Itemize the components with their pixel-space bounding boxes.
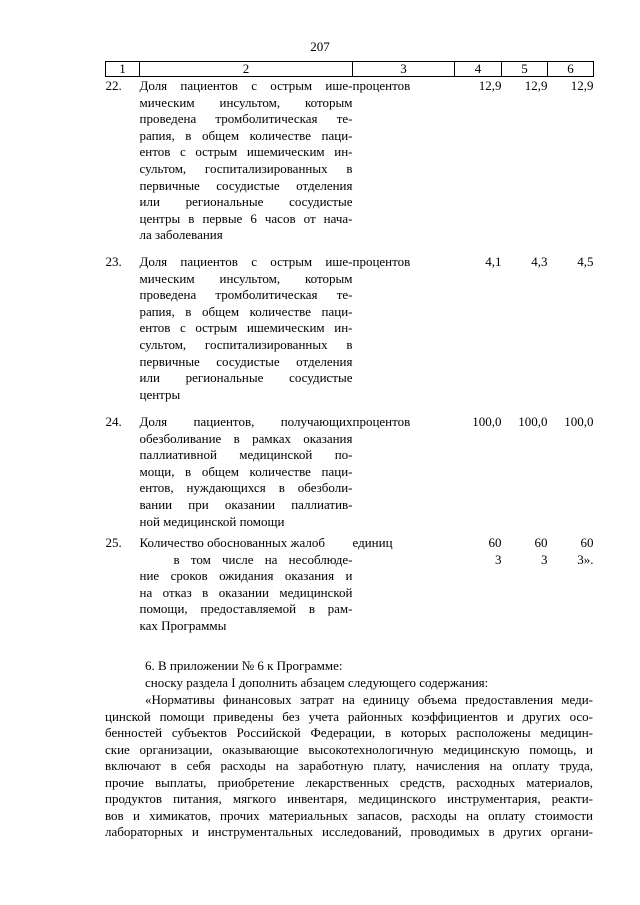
desc-line: сультом, госпитализированных в [139, 336, 353, 352]
column-header: 4 [455, 62, 502, 77]
value: 100,0 [518, 414, 548, 429]
paragraph-line: ские организации, оказывающие высокотехнологичную медицинскую помощь, и [105, 741, 593, 757]
value: 4,5 [577, 254, 594, 269]
value: 3 [495, 551, 502, 567]
desc-line: Доля пациентов, получающих [139, 414, 353, 429]
desc-line: ние сроков ожидания оказания и [139, 568, 353, 584]
column-header: 3 [353, 62, 455, 77]
desc-line: Доля пациентов с острым ише- [139, 254, 353, 269]
desc-line: ках Программы [139, 617, 227, 633]
desc-line: первичные сосудистые отделения [139, 177, 353, 193]
value-col4 [455, 535, 502, 645]
row-number: 22. [105, 78, 122, 93]
row-number: 25. [105, 535, 122, 550]
column-header: 5 [502, 62, 548, 77]
value: 4,3 [531, 254, 548, 269]
row-description [140, 535, 353, 645]
desc-line: центры [139, 386, 181, 402]
desc-line: Количество обоснованных жалоб [139, 535, 325, 550]
value-col6 [548, 254, 594, 414]
paragraph-line: «Нормативы финансовых затрат на единицу объема предоставления меди- [145, 692, 593, 707]
value-col4 [455, 254, 502, 414]
paragraph-line: цинской помощи приведены без учета районных коэффициентов и других осо- [105, 708, 593, 724]
row-description [140, 254, 353, 414]
value-col6 [548, 77, 594, 255]
page-number: 207 [310, 39, 330, 54]
desc-line: рапия, в общем количестве паци- [139, 303, 353, 319]
paragraph-line: бенностей субъектов Российской Федерации, в которых расположены медицин- [105, 725, 593, 740]
value: 100,0 [564, 414, 594, 429]
table-row [106, 254, 594, 414]
section-6-instruction: сноску раздела I дополнить абзацем следующего содержания: [145, 675, 489, 690]
value: 60 [580, 535, 594, 550]
desc-line: ентов с острым ишемическим ин- [139, 320, 353, 336]
paragraph-line: лабораторных и инструментальных исследований, проводимых в других органи- [105, 824, 593, 839]
desc-line: или региональные сосудистые [139, 194, 353, 210]
desc-line: Доля пациентов с острым ише- [139, 78, 353, 93]
desc-line: первичные сосудистые отделения [139, 353, 353, 369]
value: 60 [488, 535, 502, 550]
row-unit: единиц [352, 535, 393, 550]
row-number: 23. [105, 254, 122, 269]
table-row [106, 77, 594, 255]
quoted-paragraph [105, 692, 593, 841]
value: 3 [541, 551, 548, 567]
row-unit: процентов [352, 414, 411, 429]
value-col6 [548, 535, 594, 645]
row-unit: процентов [352, 78, 411, 93]
value-col5 [502, 414, 548, 535]
column-header: 2 [140, 62, 353, 77]
value: 60 [534, 535, 548, 550]
value: 12,9 [570, 78, 594, 93]
indicators-table [105, 61, 594, 645]
desc-line: вании при оказании паллиатив- [139, 496, 353, 512]
row-description [140, 77, 353, 255]
value-col6 [548, 414, 594, 535]
column-header: 6 [548, 62, 594, 77]
table-row [106, 414, 594, 535]
value: 12,9 [524, 78, 548, 93]
desc-line: проведена тромболитическая те- [139, 111, 353, 127]
value-col4 [455, 77, 502, 255]
table-header-row [106, 62, 594, 77]
value: 4,1 [485, 254, 502, 269]
desc-line: ентов с острым ишемическим ин- [139, 144, 353, 160]
desc-line: на отказ в оказании медицинской [139, 584, 353, 600]
paragraph-line: прочие выплаты, приобретение лекарственных средств, расходных материалов, [105, 774, 593, 790]
value: 12,9 [478, 78, 502, 93]
desc-line: мощи, в общем количестве паци- [139, 463, 353, 479]
desc-line: мическим инсультом, которым [139, 94, 353, 110]
desc-line: сультом, госпитализированных в [139, 160, 353, 176]
paragraph-line: вов и химикатов, прочих материальных запасов, расходы на оплату стоимости [105, 807, 593, 823]
desc-line: или региональные сосудистые [139, 370, 353, 386]
desc-line: обезболивание в рамках оказания [139, 430, 353, 446]
paragraph-line: включают в себя расходы на заработную плату, начисления на оплату труда, [105, 758, 593, 773]
desc-line: мическим инсультом, которым [139, 270, 353, 286]
table-row [106, 535, 594, 645]
desc-line: ентов, нуждающихся в обезболи- [139, 480, 353, 496]
desc-line: паллиативной медицинской по- [139, 447, 353, 463]
desc-line: помощи, предоставляемой в рам- [139, 601, 353, 617]
desc-line: рапия, в общем количестве паци- [139, 127, 353, 143]
desc-line: ной медицинской помощи [139, 513, 285, 529]
row-unit: процентов [352, 254, 411, 269]
value: 3». [577, 551, 594, 567]
desc-line: ла заболевания [139, 227, 223, 243]
desc-line: центры в первые 6 часов от нача- [139, 210, 353, 226]
desc-line: в том числе на несоблюде- [173, 551, 353, 567]
row-description [140, 414, 353, 535]
value: 100,0 [472, 414, 502, 429]
row-number: 24. [105, 414, 122, 429]
value-col4 [455, 414, 502, 535]
value-col5 [502, 535, 548, 645]
value-col5 [502, 254, 548, 414]
value-col5 [502, 77, 548, 255]
section-6-heading: 6. В приложении № 6 к Программе: [145, 658, 343, 673]
desc-line: проведена тромболитическая те- [139, 287, 353, 303]
column-header: 1 [106, 62, 140, 77]
paragraph-line: продуктов питания, мягкого инвентаря, медицинского инструментария, реакти- [105, 791, 593, 806]
